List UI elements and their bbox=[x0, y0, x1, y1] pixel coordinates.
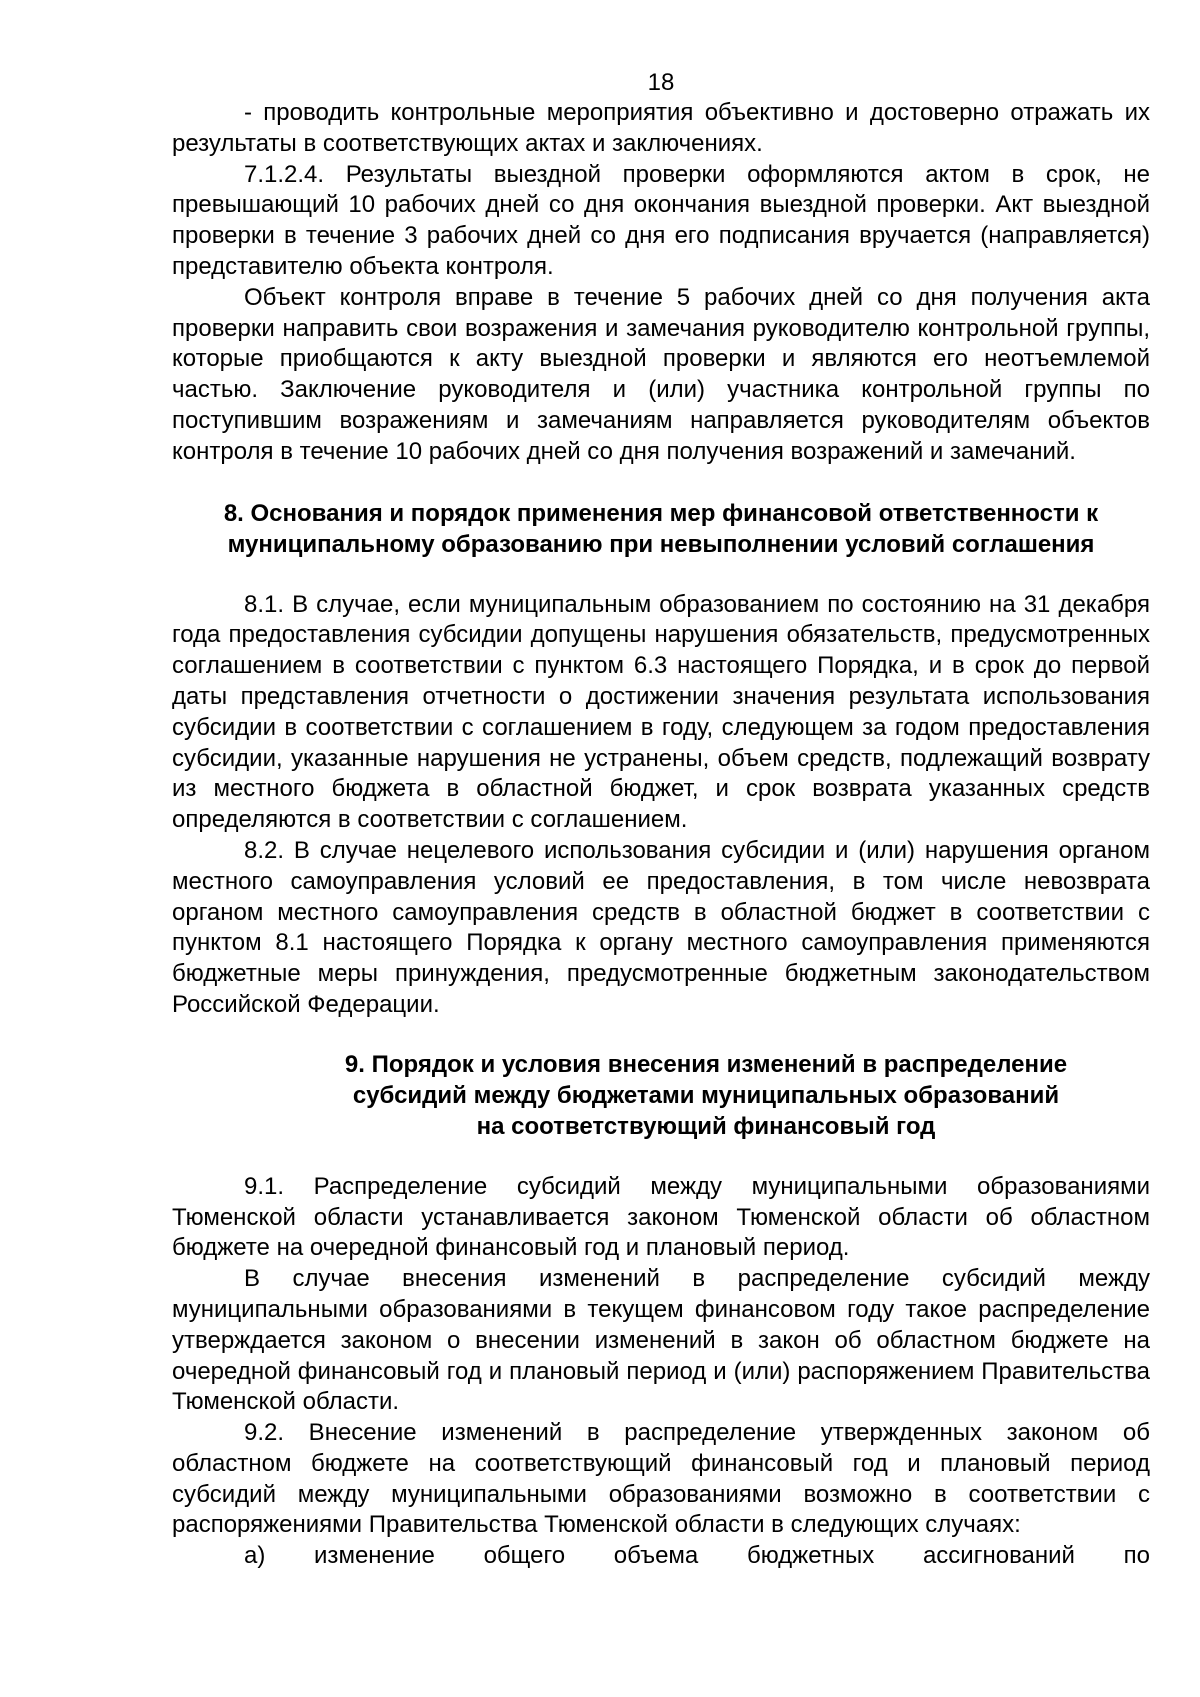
paragraph-7-1-2-4: 7.1.2.4. Результаты выездной проверки оформляются актом в срок, не превышающий 10 рабочих дней со дня окончания выездной проверки. Акт выездной проверки в течение 3 рабочих дней со дня его подписания вручается (направляется) представителю объекта контроля. bbox=[172, 160, 1150, 280]
section-8-heading-line-1: 8. Основания и порядок применения мер финансовой ответственности к bbox=[223, 499, 1099, 527]
page-number: 18 bbox=[647, 69, 675, 96]
section-9-heading bbox=[172, 1049, 1150, 1142]
document-page bbox=[172, 68, 1150, 1572]
paragraph-9-2-a: а) изменение общего объема бюджетных ассигнований по bbox=[244, 1542, 1150, 1570]
paragraph-objections: Объект контроля вправе в течение 5 рабочих дней со дня получения акта проверки направить свои возражения и замечания руководителю контрольной группы, которые приобщаются к акту выездной проверки и являются его неотъемлемой частью. Заключение руководителя и (или) участника контрольной группы по поступившим возражениям и замечаниям направляется руководителям объектов контроля в течение 10 рабочих дней со дня получения возражений и замечаний. bbox=[172, 283, 1150, 465]
paragraph-8-2: 8.2. В случае нецелевого использования субсидии и (или) нарушения органом местного самоуправления условий ее предоставления, в том числе невозврата органом местного самоуправления средств в областной бюджет в соответствии с пунктом 8.1 настоящего Порядка к органу местного самоуправления применяются бюджетные меры принуждения, предусмотренные бюджетным законодательством Российской Федерации. bbox=[172, 836, 1150, 1018]
paragraph-distribution-changes: В случае внесения изменений в распределение субсидий между муниципальными образованиями в текущем финансовом году такое распределение утверждается законом о внесении изменений в закон об областном бюджете на очередной финансовый год и плановый период и (или) распоряжением Правительства Тюменской области. bbox=[172, 1265, 1150, 1416]
paragraph-control-measures: - проводить контрольные мероприятия объективно и достоверно отражать их результаты в соответствующих актах и заключениях. bbox=[172, 99, 1150, 157]
paragraph-8-1: 8.1. В случае, если муниципальным образованием по состоянию на 31 декабря года предоставления субсидии допущены нарушения обязательств, предусмотренных соглашением в соответствии с пунктом 6.3 настоящего Порядка, и в срок до первой даты представления отчетности о достижении значения результата использования субсидии в соответствии с соглашением в году, следующем за годом предоставления субсидии, указанные нарушения не устранены, объем средств, подлежащий возврату из местного бюджета в областной бюджет, и срок возврата указанных средств определяются в соответствии с соглашением. bbox=[172, 590, 1150, 834]
section-8-heading-line-2: муниципальному образованию при невыполнении условий соглашения bbox=[227, 530, 1095, 558]
section-9-heading-line-3: на соответствующий финансовый год bbox=[476, 1112, 936, 1140]
section-8-heading bbox=[172, 498, 1150, 560]
section-9-heading-line-2: субсидий между бюджетами муниципальных образований bbox=[352, 1081, 1060, 1109]
paragraph-9-2: 9.2. Внесение изменений в распределение утвержденных законом об областном бюджете на соответствующий финансовый год и плановый период субсидий между муниципальными образованиями возможно в соответствии с распоряжениями Правительства Тюменской области в следующих случаях: bbox=[172, 1419, 1150, 1539]
section-9-heading-line-1: 9. Порядок и условия внесения изменений в распределение bbox=[344, 1050, 1068, 1078]
paragraph-9-1: 9.1. Распределение субсидий между муниципальными образованиями Тюменской области устанавливается законом Тюменской области об областном бюджете на очередной финансовый год и плановый период. bbox=[172, 1172, 1150, 1262]
